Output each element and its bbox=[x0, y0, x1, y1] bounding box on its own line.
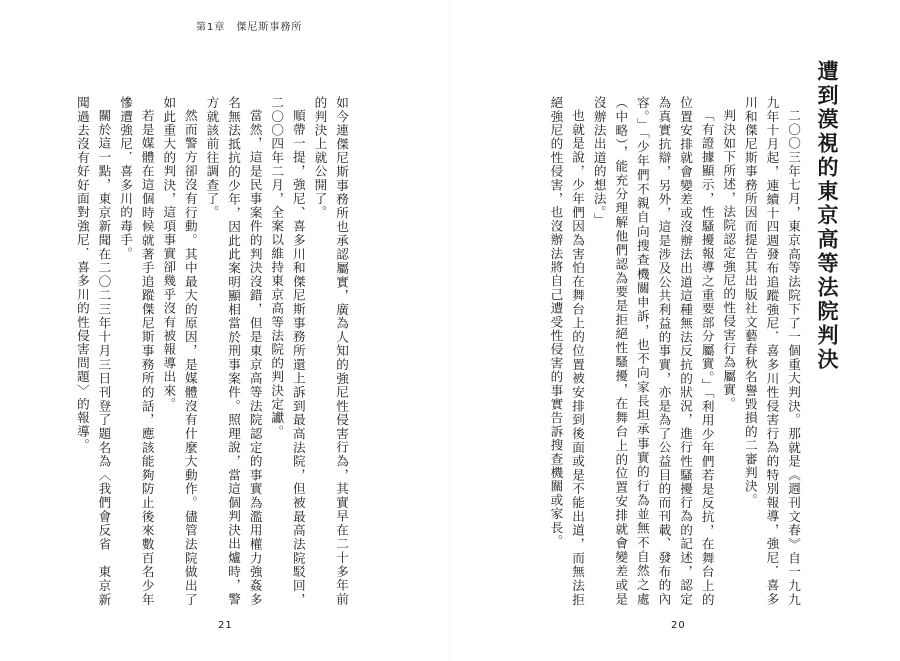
right-page bbox=[450, 0, 900, 661]
paragraph: 也就是說，少年們因為害怕在舞台上的位置被安排到後面或是不能出道，而無法拒絕強尼的性侵害，也沒辦法將自己遭受性侵害的事實告訴搜查機關或家長。 bbox=[548, 96, 586, 606]
running-head: 第1章 傑尼斯事務所 bbox=[196, 22, 303, 33]
paragraph: 當然，這是民事案件的判決沒錯，但是東京高等法院認定的事實為濫用權力強姦多名無法抵抗的少年，因此此案明顯相當於刑事案件。照理說，當這個判決出爐時，警方就該前往調查了。 bbox=[204, 96, 263, 606]
page-number-left: 21 bbox=[218, 620, 233, 631]
right-page-text bbox=[504, 96, 804, 606]
page-number-right: 20 bbox=[671, 620, 686, 631]
section-title: 遭到漠視的東京高等法院判決 bbox=[815, 60, 839, 372]
paragraph: 然而警方卻沒有行動。其中最大的原因，是媒體沒有什麼大動作。儘管法院做出了如此重大的判決，這項事實卻幾乎沒有被報導出來。 bbox=[161, 96, 198, 606]
paragraph: 「有證據顯示，性騷擾報導之重要部分屬實。」「利用少年們若是反抗，在舞台上的位置安排就會變差或沒辦法出道這種無法反抗的狀況，進行性騷擾行為的記述，認定為真實抗辯，另外，這是涉及公共利益的事實，亦是為了公益目的而刊載、發布的內容。」「少年們不親自向搜查機關申訴，也不向家長坦承事實的行為並無不自然之處（中略），能充分理解他們認為要是拒絕性騷擾，在舞台上的位置安排就會變差或是沒辦法出道的想法。」 bbox=[591, 96, 715, 606]
paragraph: 若是媒體在這個時候就著手追蹤傑尼斯事務所的話，應該能夠防止後來數百名少年慘遭強尼．喜多川的毒手。 bbox=[118, 96, 155, 606]
left-page-text bbox=[74, 96, 352, 606]
paragraph: 判決如下所述，法院認定強尼的性侵害行為屬實。 bbox=[721, 108, 737, 410]
paragraph: 如今連傑尼斯事務所也承認屬實，廣為人知的強尼性侵害行為，其實早在二十多年前的判決上就公開了。 bbox=[312, 96, 349, 606]
paragraph: 關於這一點，東京新聞在二〇二三年十月三日刊登了題名為〈我們會反省 東京新聞過去沒有好好面對強尼．喜多川的性侵害問題〉的報導。 bbox=[74, 96, 112, 606]
paragraph: 二〇〇三年七月，東京高等法院下了一個重大判決。那就是《週刊文春》自一九九九年十月起，連續十四週發布追蹤強尼．喜多川性侵害行為的特別報導，強尼．喜多川和傑尼斯事務所因而提告其出版社文藝春秋名譽毀損的二審判決。 bbox=[742, 96, 801, 606]
paragraph: 順帶一提，強尼、喜多川和傑尼斯事務所還上訴到最高法院，但被最高法院駁回，二〇〇四年二月，全案以維持東京高等法院的判決定讞。 bbox=[269, 96, 306, 606]
